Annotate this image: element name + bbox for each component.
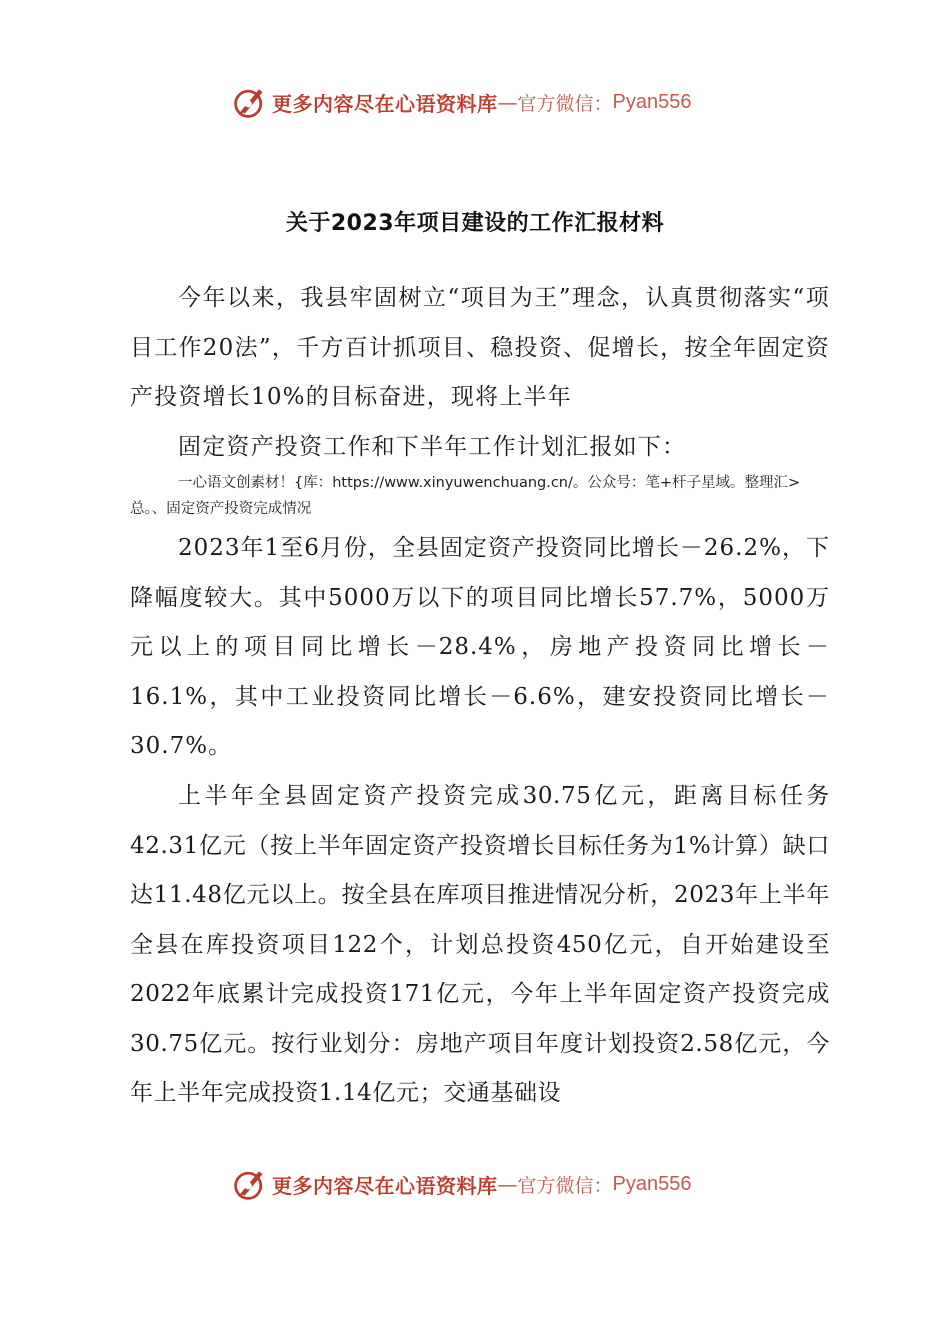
footer-banner-content bbox=[232, 1162, 691, 1206]
header-contact-label: 官方微信： bbox=[517, 92, 613, 115]
source-note: 一心语文创素材！{库：https://www.xinyuwenchuang.cn/。公众号：笔+杆子星域。整理汇>总。、固定资产投资完成情况 bbox=[130, 475, 801, 517]
footer-brand-text: 更多内容尽在心语资料库 bbox=[272, 1173, 498, 1198]
header-contact-id: Pyan556 bbox=[612, 90, 692, 113]
footer-contact-label: 官方微信： bbox=[517, 1174, 613, 1197]
header-brand-text: 更多内容尽在心语资料库 bbox=[272, 91, 498, 116]
paragraph-growth-stats: 2023年1至6月份，全县固定资产投资同比增长－26.2%，下降幅度较大。其中5000万以下的项目同比增长57.7%，5000万元以上的项目同比增长－28.4%，房地产投资同比增长－16.1%，其中工业投资同比增长－6.6%，建安投资同比增长－30.7%。 bbox=[130, 535, 830, 759]
quill-pen-logo-icon bbox=[232, 84, 268, 120]
header-banner bbox=[0, 80, 950, 124]
footer-banner bbox=[0, 1162, 950, 1206]
footer-separator: — bbox=[497, 1172, 518, 1196]
paragraph-intro: 今年以来，我县牢固树立“项目为王”理念，认真贯彻落实“项目工作20法”，千方百计抓项目、稳投资、促增长，按全年固定资产投资增长10%的目标奋进，现将上半年 bbox=[130, 285, 830, 410]
header-separator: — bbox=[497, 90, 518, 114]
paragraph-investment-details: 上半年全县固定资产投资完成30.75亿元，距离目标任务42.31亿元（按上半年固定资产投资增长目标任务为1%计算）缺口达11.48亿元以上。按全县在库项目推进情况分析，2023年上半年全县在库投资项目122个，计划总投资450亿元，自开始建设至2022年底累计完成投资171亿元，今年上半年固定资产投资完成30.75亿元。按行业划分：房地产项目年度计划投资2.58亿元，今年上半年完成投资1.14亿元；交通基础设 bbox=[130, 783, 830, 1106]
quill-pen-logo-icon bbox=[232, 1166, 268, 1202]
document-title: 关于2023年项目建设的工作汇报材料 bbox=[285, 211, 665, 236]
footer-contact-id: Pyan556 bbox=[612, 1172, 692, 1195]
header-banner-content bbox=[232, 80, 691, 124]
paragraph-intro-continued: 固定资产投资工作和下半年工作计划汇报如下： bbox=[178, 434, 687, 460]
